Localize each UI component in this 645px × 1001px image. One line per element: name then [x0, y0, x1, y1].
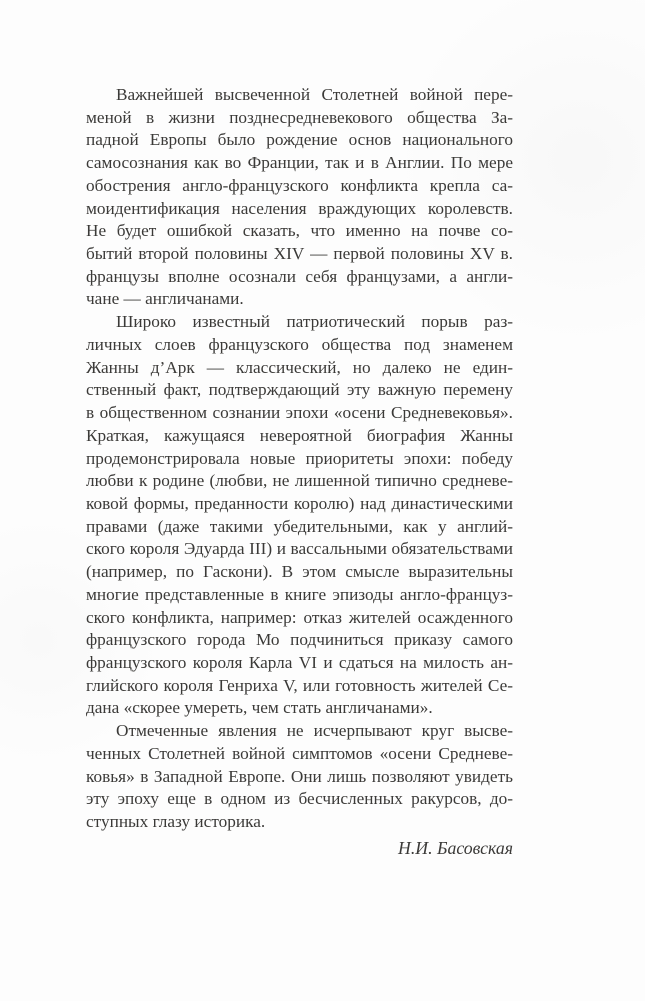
text-line: ского конфликта, например: отказ жителей осажденного	[86, 607, 513, 627]
text-line: меной в жизни позднесредневекового общества За-	[86, 107, 513, 127]
text-line: правами (даже такими убедительными, как у англий-	[86, 516, 513, 536]
text-line: чане — англичанами.	[86, 289, 244, 309]
text-line: ступных глазу историка.	[86, 812, 266, 831]
text-line: эту эпоху еще в одном из бесчисленных ракурсов, до-	[86, 789, 513, 809]
text-line: Важнейшей высвеченной Столетней войной пере-	[116, 85, 513, 104]
text-line: Жанны д’Арк — классический, но далеко не един-	[86, 357, 513, 377]
text-line: обострения англо-французского конфликта крепла са-	[86, 175, 513, 195]
text-line: французского города Мо подчиниться приказу самого	[86, 630, 513, 650]
text-line: продемонстрировала новые приоритеты эпохи: победу	[86, 448, 513, 468]
text-line: французы вполне осознали себя французами, а англи-	[86, 266, 513, 286]
text-line: глийского короля Генриха V, или готовность жителей Се-	[86, 675, 513, 695]
text-line: бытий второй половины XIV — первой половины XV в.	[86, 244, 513, 264]
text-line: Краткая, кажущаяся невероятной биография Жанны	[86, 425, 513, 445]
paragraphs	[86, 84, 513, 834]
text-line: ственный факт, подтверждающий эту важную перемену	[86, 380, 513, 400]
author-signature: Н.И. Басовская	[398, 837, 513, 858]
text-line: ковой формы, преданности королю) над династическими	[86, 493, 513, 513]
text-line: самосознания как во Франции, так и в Англии. По мере	[86, 153, 513, 173]
text-line: ского короля Эдуарда III) и вассальными обязательствами	[86, 539, 513, 559]
text-line: в общественном сознании эпохи «осени Средневековья».	[86, 403, 513, 423]
text-line: падной Европы было рождение основ национального	[86, 130, 513, 150]
text-line: Не будет ошибкой сказать, что именно на почве со-	[86, 221, 513, 241]
text-line: многие представленные в книге эпизоды англо-француз-	[86, 584, 513, 604]
text-line: ковья» в Западной Европе. Они лишь позволяют увидеть	[86, 766, 513, 786]
text-line: французского короля Карла VI и сдаться на милость ан-	[86, 652, 513, 672]
text-line: Отмеченные явления не исчерпывают круг высве-	[116, 721, 513, 741]
text-line: ченных Столетней войной симптомов «осени Средневе-	[86, 743, 513, 763]
text-line: (например, по Гаскони). В этом смысле выразительны	[86, 562, 513, 582]
text-line: Широко известный патриотический порыв раз-	[116, 312, 513, 332]
text-line: любви к родине (любви, не лишенной типично средневе-	[86, 471, 513, 491]
text-line: личных слоев французского общества под знаменем	[86, 334, 513, 354]
text-line: дана «скорее умереть, чем стать англичанами».	[86, 698, 433, 718]
text-line: моидентификация населения враждующих королевств.	[86, 198, 513, 218]
page-text	[86, 84, 513, 859]
